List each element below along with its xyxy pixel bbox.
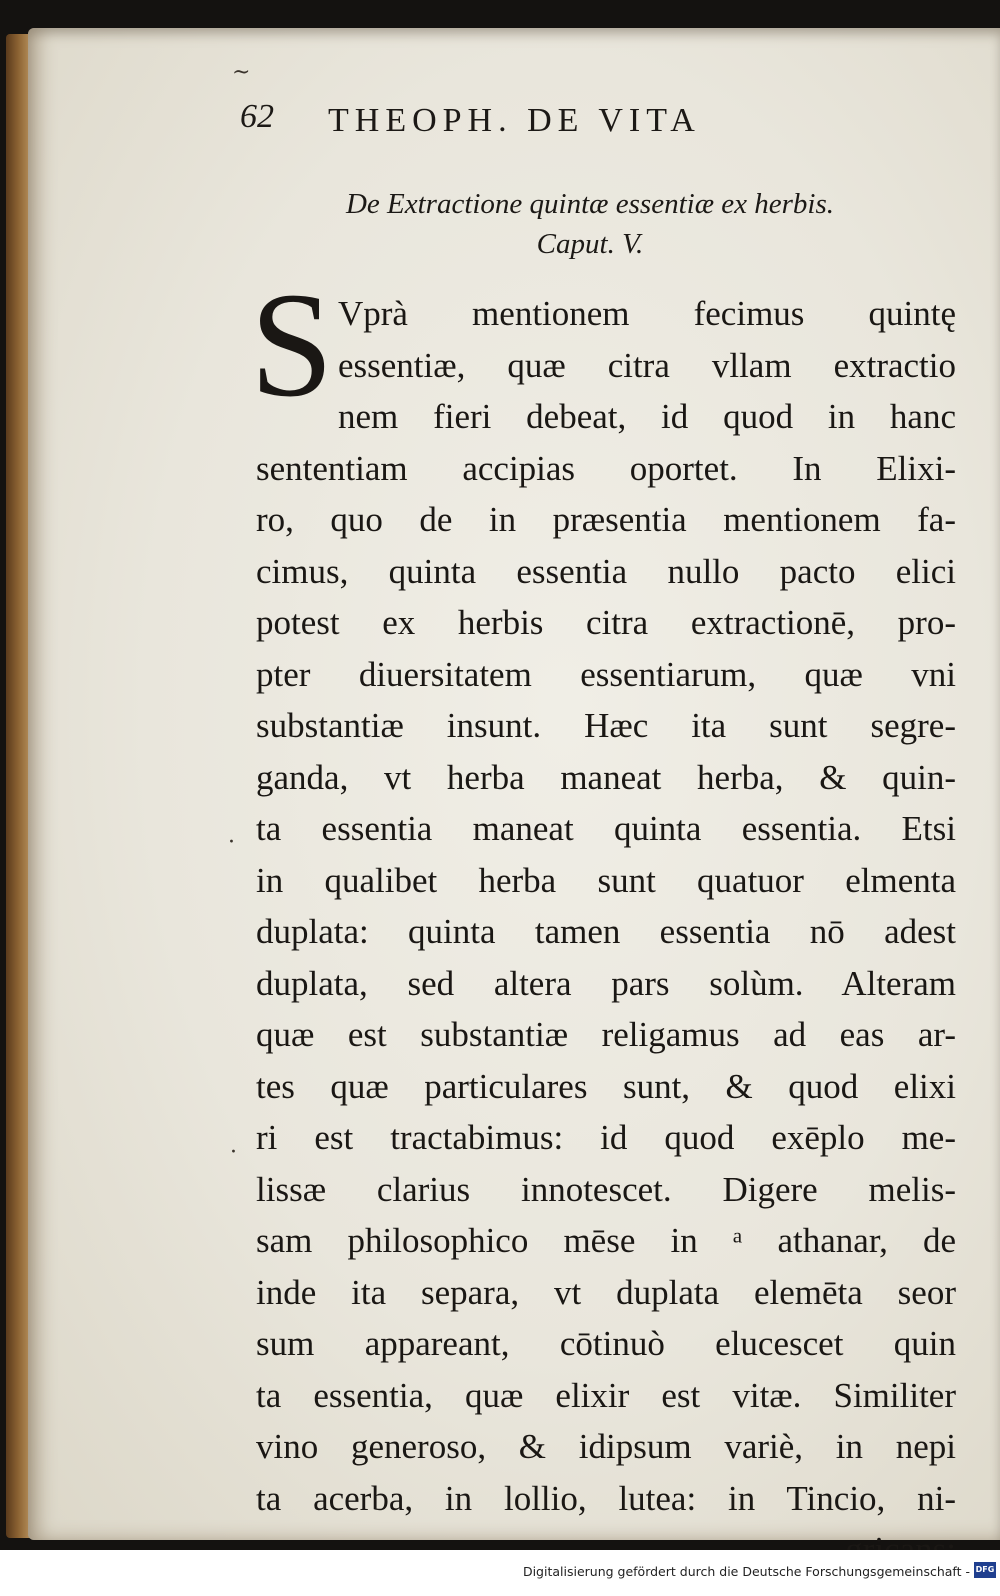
chapter-title-line-2: Caput. V. bbox=[536, 228, 644, 260]
funding-credit: Digitalisierung gefördert durch die Deutsche Forschungsgemeinschaft - bbox=[522, 1564, 970, 1579]
text-line: ro, quo de in præsentia mentionem fa- bbox=[256, 500, 956, 539]
text-line: pter diuersitatem essentiarum, quæ vni bbox=[256, 654, 956, 694]
text-line: nem fieri debeat, id quod in hanc bbox=[338, 397, 956, 436]
text-line: cimus, quinta essentia nullo pacto elici bbox=[256, 551, 956, 591]
margin-mark: ~ bbox=[232, 60, 251, 85]
text-line: duplata, sed altera pars solùm. Alteram bbox=[256, 963, 956, 1003]
text-line: in qualibet herba sunt quatuor elmenta bbox=[256, 860, 956, 900]
text-line: sam philosophico mēse in ᵃ athanar, de bbox=[256, 1221, 956, 1260]
text-line: lissæ clarius innotescet. Digere melis- bbox=[256, 1169, 956, 1209]
text-line: inde ita separa, vt duplata elemēta seor bbox=[256, 1272, 956, 1312]
text-line: duplata: quinta tamen essentia nō adest bbox=[256, 912, 956, 951]
text-line: ri est tractabimus: id quod exēplo me- bbox=[256, 1118, 956, 1157]
text-line: ta acerba, in lollio, lutea: in Tincio, ni- bbox=[256, 1478, 956, 1518]
digitization-footer bbox=[0, 1550, 1000, 1596]
text-line: sum appareant, cōtinuò elucescet quin bbox=[256, 1324, 956, 1363]
page-number: 62 bbox=[240, 98, 274, 135]
text-line: Vprà mentionem fecimus quintę bbox=[338, 294, 956, 333]
text-line: sententiam accipias oportet. In Elixi- bbox=[256, 448, 956, 488]
margin-dot: · bbox=[230, 1140, 237, 1165]
text-line: quæ est substantiæ religamus ad eas ar- bbox=[256, 1015, 956, 1054]
dfg-logo-icon: DFG bbox=[974, 1562, 996, 1578]
running-title: THEOPH. DE VITA bbox=[328, 102, 701, 139]
text-line: ta essentia, quæ elixir est vitæ. Similiter bbox=[256, 1375, 956, 1415]
margin-dot: · bbox=[228, 830, 235, 855]
body-text bbox=[256, 288, 956, 1576]
text-line: tes quæ particulares sunt, & quod elixi bbox=[256, 1066, 956, 1106]
drop-cap-initial: S bbox=[250, 262, 334, 428]
text-line: essentiæ, quæ citra vllam extractio bbox=[338, 345, 956, 385]
text-line: ta essentia maneat quinta essentia. Etsi bbox=[256, 809, 956, 848]
text-line: vino generoso, & idipsum variè, in nepi bbox=[256, 1427, 956, 1466]
text-line: ganda, vt herba maneat herba, & quin- bbox=[256, 757, 956, 797]
chapter-title bbox=[280, 184, 900, 264]
chapter-title-line-1: De Extractione quintæ essentiæ ex herbis. bbox=[345, 188, 835, 220]
text-line: substantiæ insunt. Hæc ita sunt segre- bbox=[256, 706, 956, 745]
text-line: potest ex herbis citra extractionē, pro- bbox=[256, 603, 956, 642]
running-head bbox=[220, 98, 980, 158]
